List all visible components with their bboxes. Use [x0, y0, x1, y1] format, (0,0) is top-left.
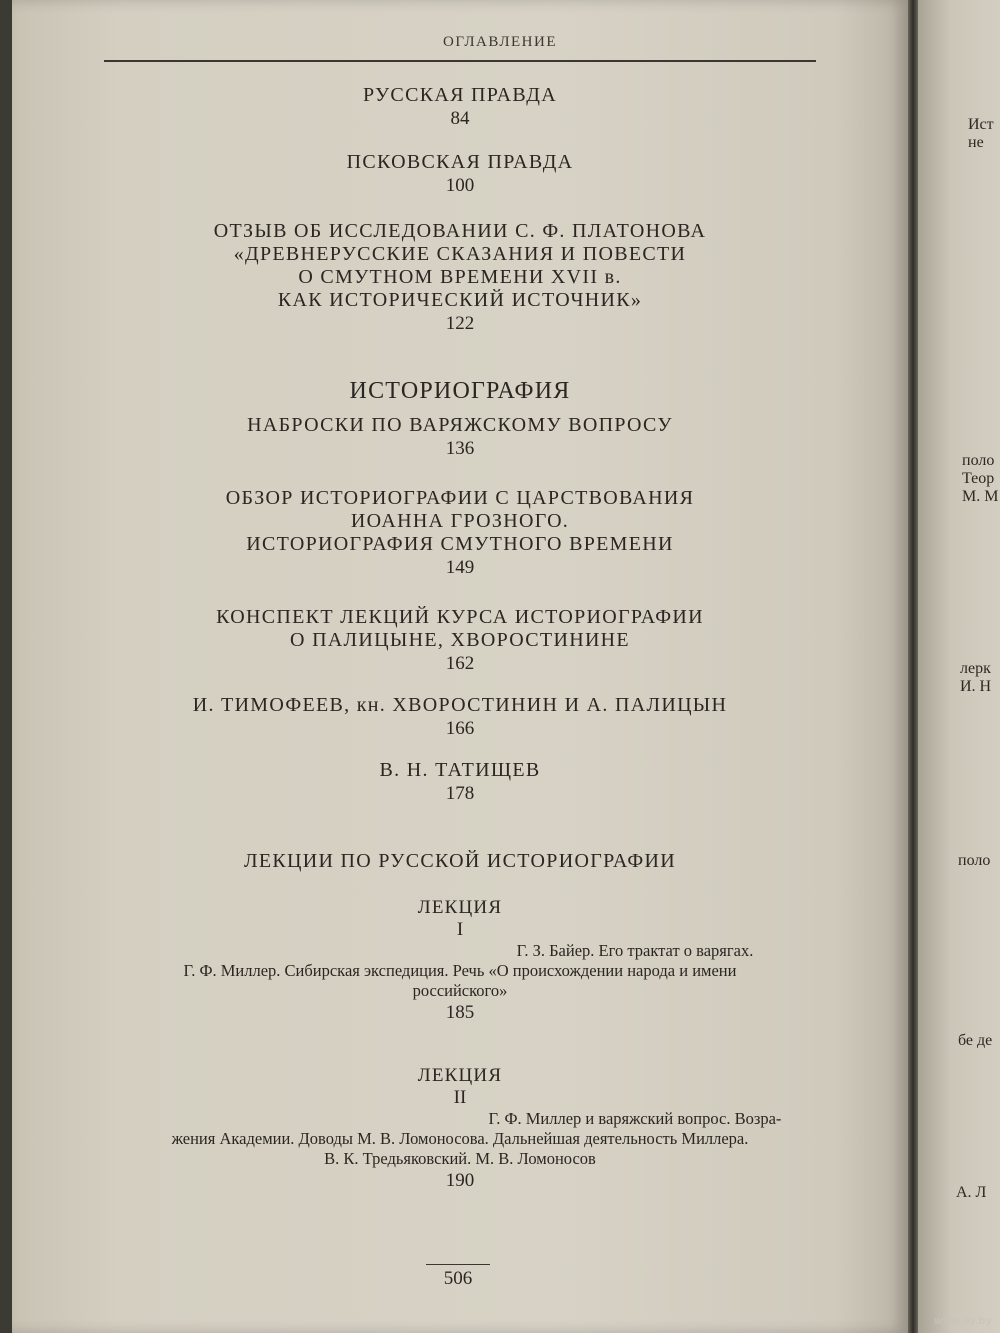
lecture-desc-line: российского»	[412, 981, 508, 1000]
entry-page: 84	[450, 108, 470, 129]
right-page-fragment: не	[968, 134, 984, 151]
toc-entry	[104, 487, 816, 580]
lectures-heading: ЛЕКЦИИ ПО РУССКОЙ ИСТОРИОГРАФИИ	[243, 850, 677, 872]
section-title: ИСТОРИОГРАФИЯ	[349, 378, 571, 404]
lecture-heading: ЛЕКЦИЯ	[417, 897, 503, 918]
folio-rule	[426, 1264, 490, 1265]
entry-title-line: ОБЗОР ИСТОРИОГРАФИИ С ЦАРСТВОВАНИЯ	[225, 487, 695, 509]
right-page-fragment: Ист	[968, 116, 994, 133]
running-head: ОГЛАВЛЕНИЕ	[443, 34, 557, 50]
entry-title-line: «ДРЕВНЕРУССКИЕ СКАЗАНИЯ И ПОВЕСТИ	[233, 243, 687, 265]
entry-title-line: КАК ИСТОРИЧЕСКИЙ ИСТОЧНИК»	[277, 289, 643, 311]
entry-page: 162	[445, 653, 475, 674]
entry-page: 149	[445, 557, 475, 578]
lecture-heading: ЛЕКЦИЯ	[417, 1065, 503, 1086]
lecture-desc-line: Г. З. Байер. Его трактат о варягах.	[516, 941, 754, 960]
entry-title-line: ИСТОРИОГРАФИЯ СМУТНОГО ВРЕМЕНИ	[246, 533, 674, 555]
lecture-block	[104, 897, 816, 1025]
entry-title: НАБРОСКИ ПО ВАРЯЖСКОМУ ВОПРОСУ	[247, 414, 673, 436]
header-rule	[104, 60, 816, 62]
right-page-fragment: М. М	[962, 488, 999, 505]
entry-page: 100	[445, 175, 475, 196]
entry-title-line: ИОАННА ГРОЗНОГО.	[350, 510, 570, 532]
right-page-fragment: Теор	[962, 470, 995, 487]
toc-entry	[104, 84, 816, 131]
toc-entry	[104, 606, 816, 676]
entry-title: В. Н. ТАТИЩЕВ	[379, 759, 541, 781]
lecture-block	[104, 1065, 816, 1193]
lecture-page: 185	[445, 1002, 475, 1023]
lecture-desc-line: В. К. Тредьяковский. М. В. Ломоносов	[324, 1149, 596, 1168]
toc-entry	[104, 694, 816, 741]
entry-title-line: ОТЗЫВ ОБ ИССЛЕДОВАНИИ С. Ф. ПЛАТОНОВА	[213, 220, 707, 242]
lecture-number: I	[456, 919, 464, 940]
lecture-number: II	[453, 1087, 467, 1108]
toc-entry	[104, 220, 816, 336]
table-of-contents	[104, 84, 816, 1193]
entry-title-line: О ПАЛИЦЫНЕ, ХВОРОСТИНИНЕ	[290, 629, 630, 651]
right-page-fragment: И. Н	[960, 678, 992, 695]
lecture-page: 190	[445, 1170, 475, 1191]
page-number: 506	[443, 1268, 473, 1289]
lecture-desc-line: Г. Ф. Миллер и варяжский вопрос. Возра-	[488, 1109, 782, 1128]
right-page-fragment: А. Л	[956, 1184, 987, 1201]
entry-page: 122	[445, 313, 475, 334]
right-page-fragment: лерк	[960, 660, 991, 677]
entry-title-line: О СМУТНОМ ВРЕМЕНИ XVII в.	[298, 266, 622, 288]
entry-title: И. ТИМОФЕЕВ, кн. ХВОРОСТИНИН И А. ПАЛИЦЫН	[192, 694, 728, 716]
lecture-description	[104, 1109, 816, 1169]
toc-entry	[104, 759, 816, 806]
lecture-desc-line: Г. Ф. Миллер. Сибирская экспедиция. Речь «О происхождении народа и имени	[183, 961, 737, 980]
right-page-fragment: поло	[958, 852, 991, 869]
right-page-fragment: бе де	[958, 1032, 993, 1049]
entry-page: 178	[445, 783, 475, 804]
entry-title-line: КОНСПЕКТ ЛЕКЦИЙ КУРСА ИСТОРИОГРАФИИ	[216, 606, 704, 628]
lecture-desc-line: жения Академии. Доводы М. В. Ломоносова. Дальнейшая деятельность Миллера.	[171, 1129, 749, 1148]
lectures-title	[104, 850, 816, 873]
watermark: www.ay.by	[933, 1314, 992, 1327]
book-gutter	[908, 0, 918, 1333]
lecture-description	[104, 941, 816, 1001]
entry-title: ПСКОВСКАЯ ПРАВДА	[346, 151, 574, 173]
right-page-fragment: поло	[962, 452, 995, 469]
entry-page: 166	[445, 718, 475, 739]
toc-entry	[104, 151, 816, 198]
toc-entry	[104, 414, 816, 461]
entry-page: 136	[445, 438, 475, 459]
entry-title: РУССКАЯ ПРАВДА	[363, 84, 557, 106]
